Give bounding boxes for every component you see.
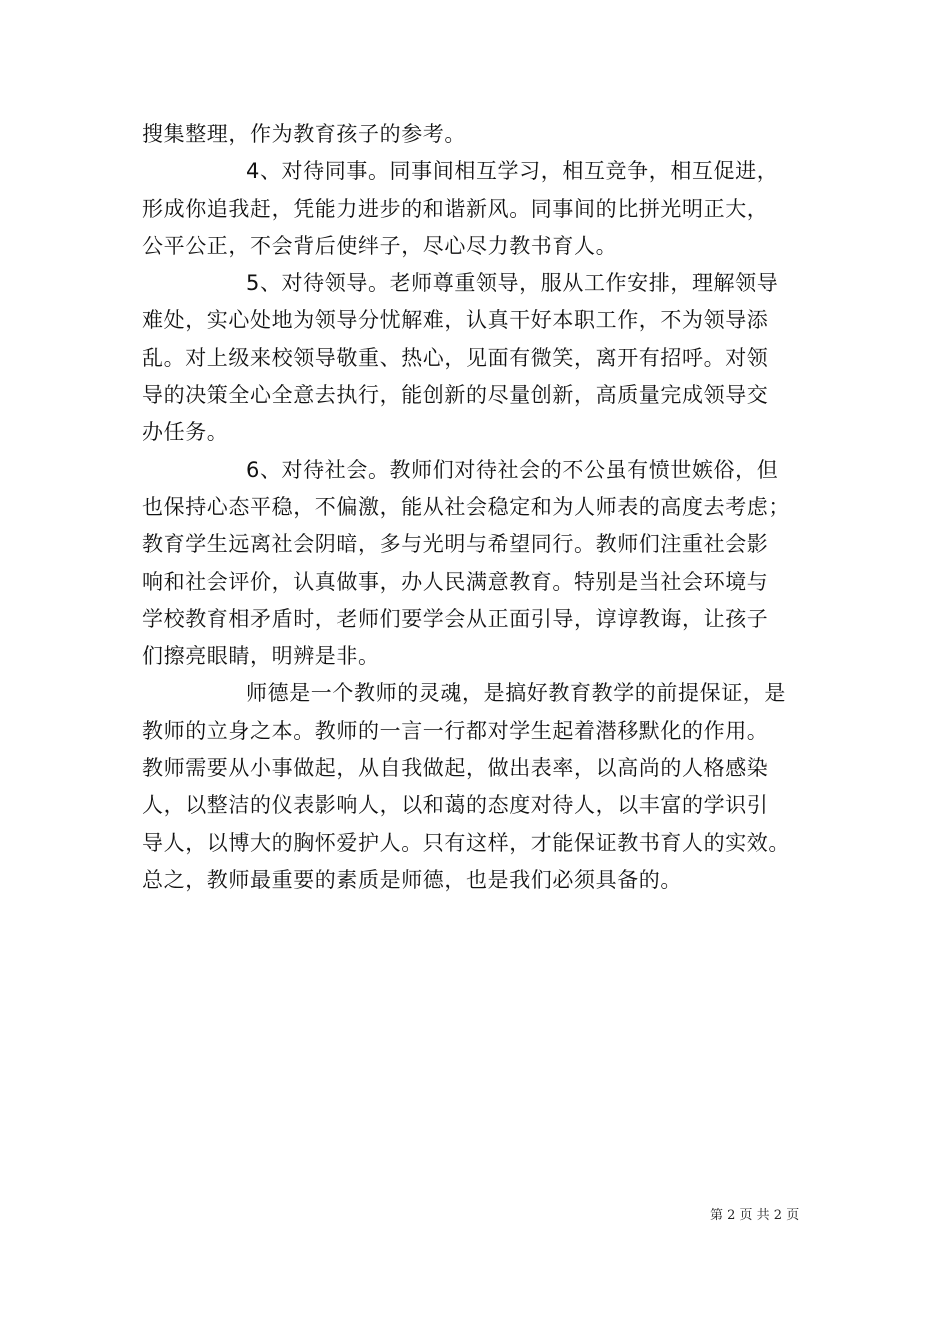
text-line: 乱。对上级来校领导敬重、热心，见面有微笑，离开有招呼。对领 [142,345,769,370]
text-line: 也保持心态平稳，不偏激，能从社会稳定和为人师表的高度去考虑； [142,494,790,519]
text-line: 教师需要从小事做起，从自我做起，做出表率，以高尚的人格感染 [142,756,769,781]
text-line: 响和社会评价，认真做事，办人民满意教育。特别是当社会环境与 [142,569,769,594]
text-line: 导人，以博大的胸怀爱护人。只有这样，才能保证教书育人的实效。 [142,830,790,855]
text-line: 教师的立身之本。教师的一言一行都对学生起着潜移默化的作用。 [142,718,769,743]
text-line: 4、对待同事。同事间相互学习，相互竞争，相互促进， [246,159,779,184]
text-line: 人，以整洁的仪表影响人，以和蔼的态度对待人，以丰富的学识引 [142,793,769,818]
text-line: 们擦亮眼睛，明辨是非。 [142,644,380,669]
text-line: 教育学生远离社会阴暗，多与光明与希望同行。教师们注重社会影 [142,532,769,557]
text-line: 搜集整理，作为教育孩子的参考。 [142,122,466,146]
document-body [142,116,832,899]
text-line: 总之，教师最重要的素质是师德，也是我们必须具备的。 [142,867,682,892]
text-line: 学校教育相矛盾时，老师们要学会从正面引导，谆谆教诲，让孩子 [142,606,769,631]
text-line: 难处，实心处地为领导分忧解难，认真干好本职工作，不为领导添 [142,308,769,333]
page-number-footer: 第 2 页 共 2 页 [710,1208,800,1223]
text-line: 6、对待社会。教师们对待社会的不公虽有愤世嫉俗，但 [246,457,779,482]
text-line: 5、对待领导。老师尊重领导，服从工作安排，理解领导 [246,271,779,296]
text-line: 形成你追我赶，凭能力进步的和谐新风。同事间的比拼光明正大， [142,196,769,221]
text-line: 办任务。 [142,420,229,445]
text-line: 公平公正，不会背后使绊子，尽心尽力教书育人。 [142,233,618,258]
text-line: 师德是一个教师的灵魂，是搞好教育教学的前提保证，是 [246,681,786,706]
text-line: 导的决策全心全意去执行，能创新的尽量创新，高质量完成领导交 [142,383,769,408]
